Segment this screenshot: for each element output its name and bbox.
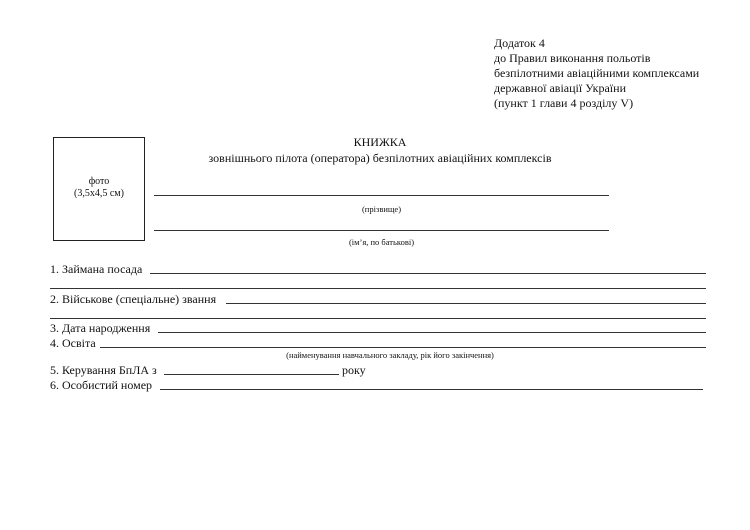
birth-date-label: 3. Дата народження [50, 321, 151, 335]
photo-label: фото [88, 176, 110, 187]
position-line[interactable] [150, 273, 706, 274]
appendix-line: Додаток 4 [494, 36, 545, 50]
uav-control-suffix: року [342, 363, 366, 377]
photo-placeholder [53, 137, 145, 241]
name-caption: (ім’я, по батькові) [348, 237, 415, 247]
appendix-line: державної авіації України [494, 81, 626, 95]
education-label: 4. Освіта [50, 336, 96, 350]
photo-size-label: (3,5x4,5 см) [74, 188, 124, 199]
name-line[interactable] [154, 230, 609, 231]
photo-caption [54, 176, 144, 200]
appendix-line: до Правил виконання польотів [494, 51, 651, 65]
appendix-note [494, 36, 699, 111]
uav-control-year-line[interactable] [164, 374, 339, 375]
document-subtitle: зовнішнього пілота (оператора) безпілотних авіаційних комплексів [208, 151, 552, 165]
rank-extra-line[interactable] [50, 318, 706, 319]
surname-line[interactable] [154, 195, 609, 196]
personal-number-line[interactable] [160, 389, 703, 390]
rank-line[interactable] [226, 303, 706, 304]
education-caption: (найменування навчального закладу, рік його закінчення) [286, 350, 494, 360]
appendix-line: безпілотними авіаційними комплексами [494, 66, 700, 80]
surname-caption: (прізвище) [361, 204, 402, 214]
personal-number-label: 6. Особистий номер [50, 378, 153, 392]
position-label: 1. Займана посада [50, 262, 143, 276]
uav-control-label: 5. Керування БпЛА з [50, 363, 157, 377]
position-extra-line[interactable] [50, 288, 706, 289]
education-line[interactable] [100, 347, 706, 348]
document-title: КНИЖКА [353, 135, 407, 149]
birth-date-line[interactable] [158, 332, 706, 333]
rank-label: 2. Військове (спеціальне) звання [50, 292, 217, 306]
appendix-line: (пункт 1 глави 4 розділу V) [494, 96, 634, 110]
